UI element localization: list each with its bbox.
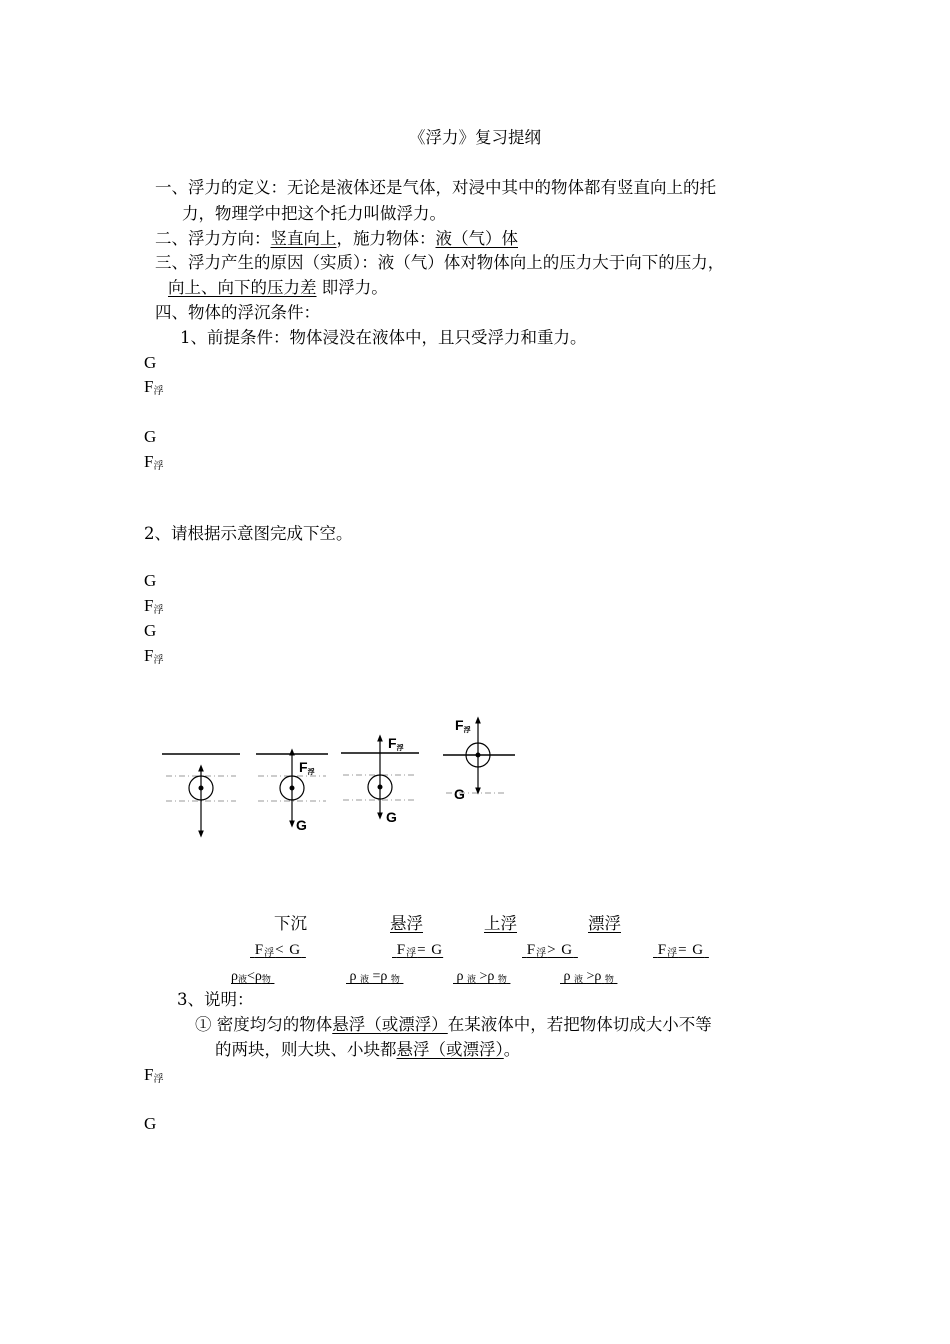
label-f-buoyancy: $F_浮$ [144,646,164,666]
note-line-2: 的两块，则大块、小块都悬浮（或漂浮）。 [215,1040,521,1059]
cause-answer: 向上、向下的压力差 [168,278,317,297]
diagram-f-label: F浮 [388,735,404,752]
label-g: G [144,621,157,640]
condition-float: $F_浮= G$ [657,942,705,959]
diagram-floating [443,717,515,802]
diagram-f-label: F浮 [299,759,315,776]
direction-prefix: 二、浮力方向： [155,229,271,248]
label-g: G [144,427,157,446]
fill-blank-item: 2、请根据示意图完成下空。 [144,524,353,543]
state-rise: 上浮 [484,914,517,933]
note-line-1: ① 密度均匀的物体悬浮（或漂浮）在某液体中，若把物体切成大小不等 [195,1015,712,1034]
note-state-answer: 悬浮（或漂浮） [332,1015,448,1034]
note-state-answer: 悬浮（或漂浮） [396,1040,504,1059]
condition-rise: $F_浮> G$ [526,942,574,959]
diagram-rising [341,735,419,825]
diagram-suspended [256,752,328,833]
label-g: G [144,571,157,590]
diagram-f-label: F浮 [455,717,471,734]
condition-sink: $F_浮< G$ [254,942,302,959]
definition-line-2: 力，物理学中把这个托力叫做浮力。 [182,204,446,223]
cause-line-1: 三、浮力产生的原因（实质）：液（气）体对物体向上的压力大于向下的压力， [155,253,725,272]
label-f-buoyancy: $F_浮$ [144,452,164,472]
conditions-heading: 四、物体的浮沉条件： [155,303,320,322]
density-sink: $\rho_液<\rho_物$ [231,969,271,984]
direction-mid: ，施力物体： [336,229,436,248]
direction-answer: 竖直向上 [270,229,337,248]
label-f-buoyancy: $F_浮$ [144,596,164,616]
label-g: G [144,353,157,372]
cause-tail: 即浮力。 [321,278,388,297]
state-float: 漂浮 [588,914,621,933]
state-suspend: 悬浮 [390,914,423,933]
agent-answer: 液（气）体 [435,229,518,248]
diagram-g-label: G [296,817,307,833]
label-f-buoyancy: $F_浮$ [144,1065,164,1085]
label-g: G [144,1114,157,1133]
diagram-sinking [162,754,240,834]
density-suspend: ρ $_液$ =ρ $_物$ [349,969,400,984]
diagram-g-label: G [454,786,465,802]
explanation-heading: 3、说明： [177,990,254,1009]
label-f-buoyancy: $F_浮$ [144,377,164,397]
diagram-g-label: G [386,809,397,825]
density-float: ρ $_液$ >ρ $_物$ [563,969,614,984]
density-rise: ρ $_液$ >ρ $_物$ [456,969,507,984]
page-title: 《浮力》复习提纲 [409,128,541,147]
state-sink: 下沉 [274,914,307,933]
definition-line-1: 一、浮力的定义：无论是液体还是气体，对浸中其中的物体都有竖直向上的托 [155,178,716,197]
premise-item: 1、前提条件：物体浸没在液体中，且只受浮力和重力。 [180,328,587,347]
condition-suspend: $F_浮= G$ [396,942,444,959]
